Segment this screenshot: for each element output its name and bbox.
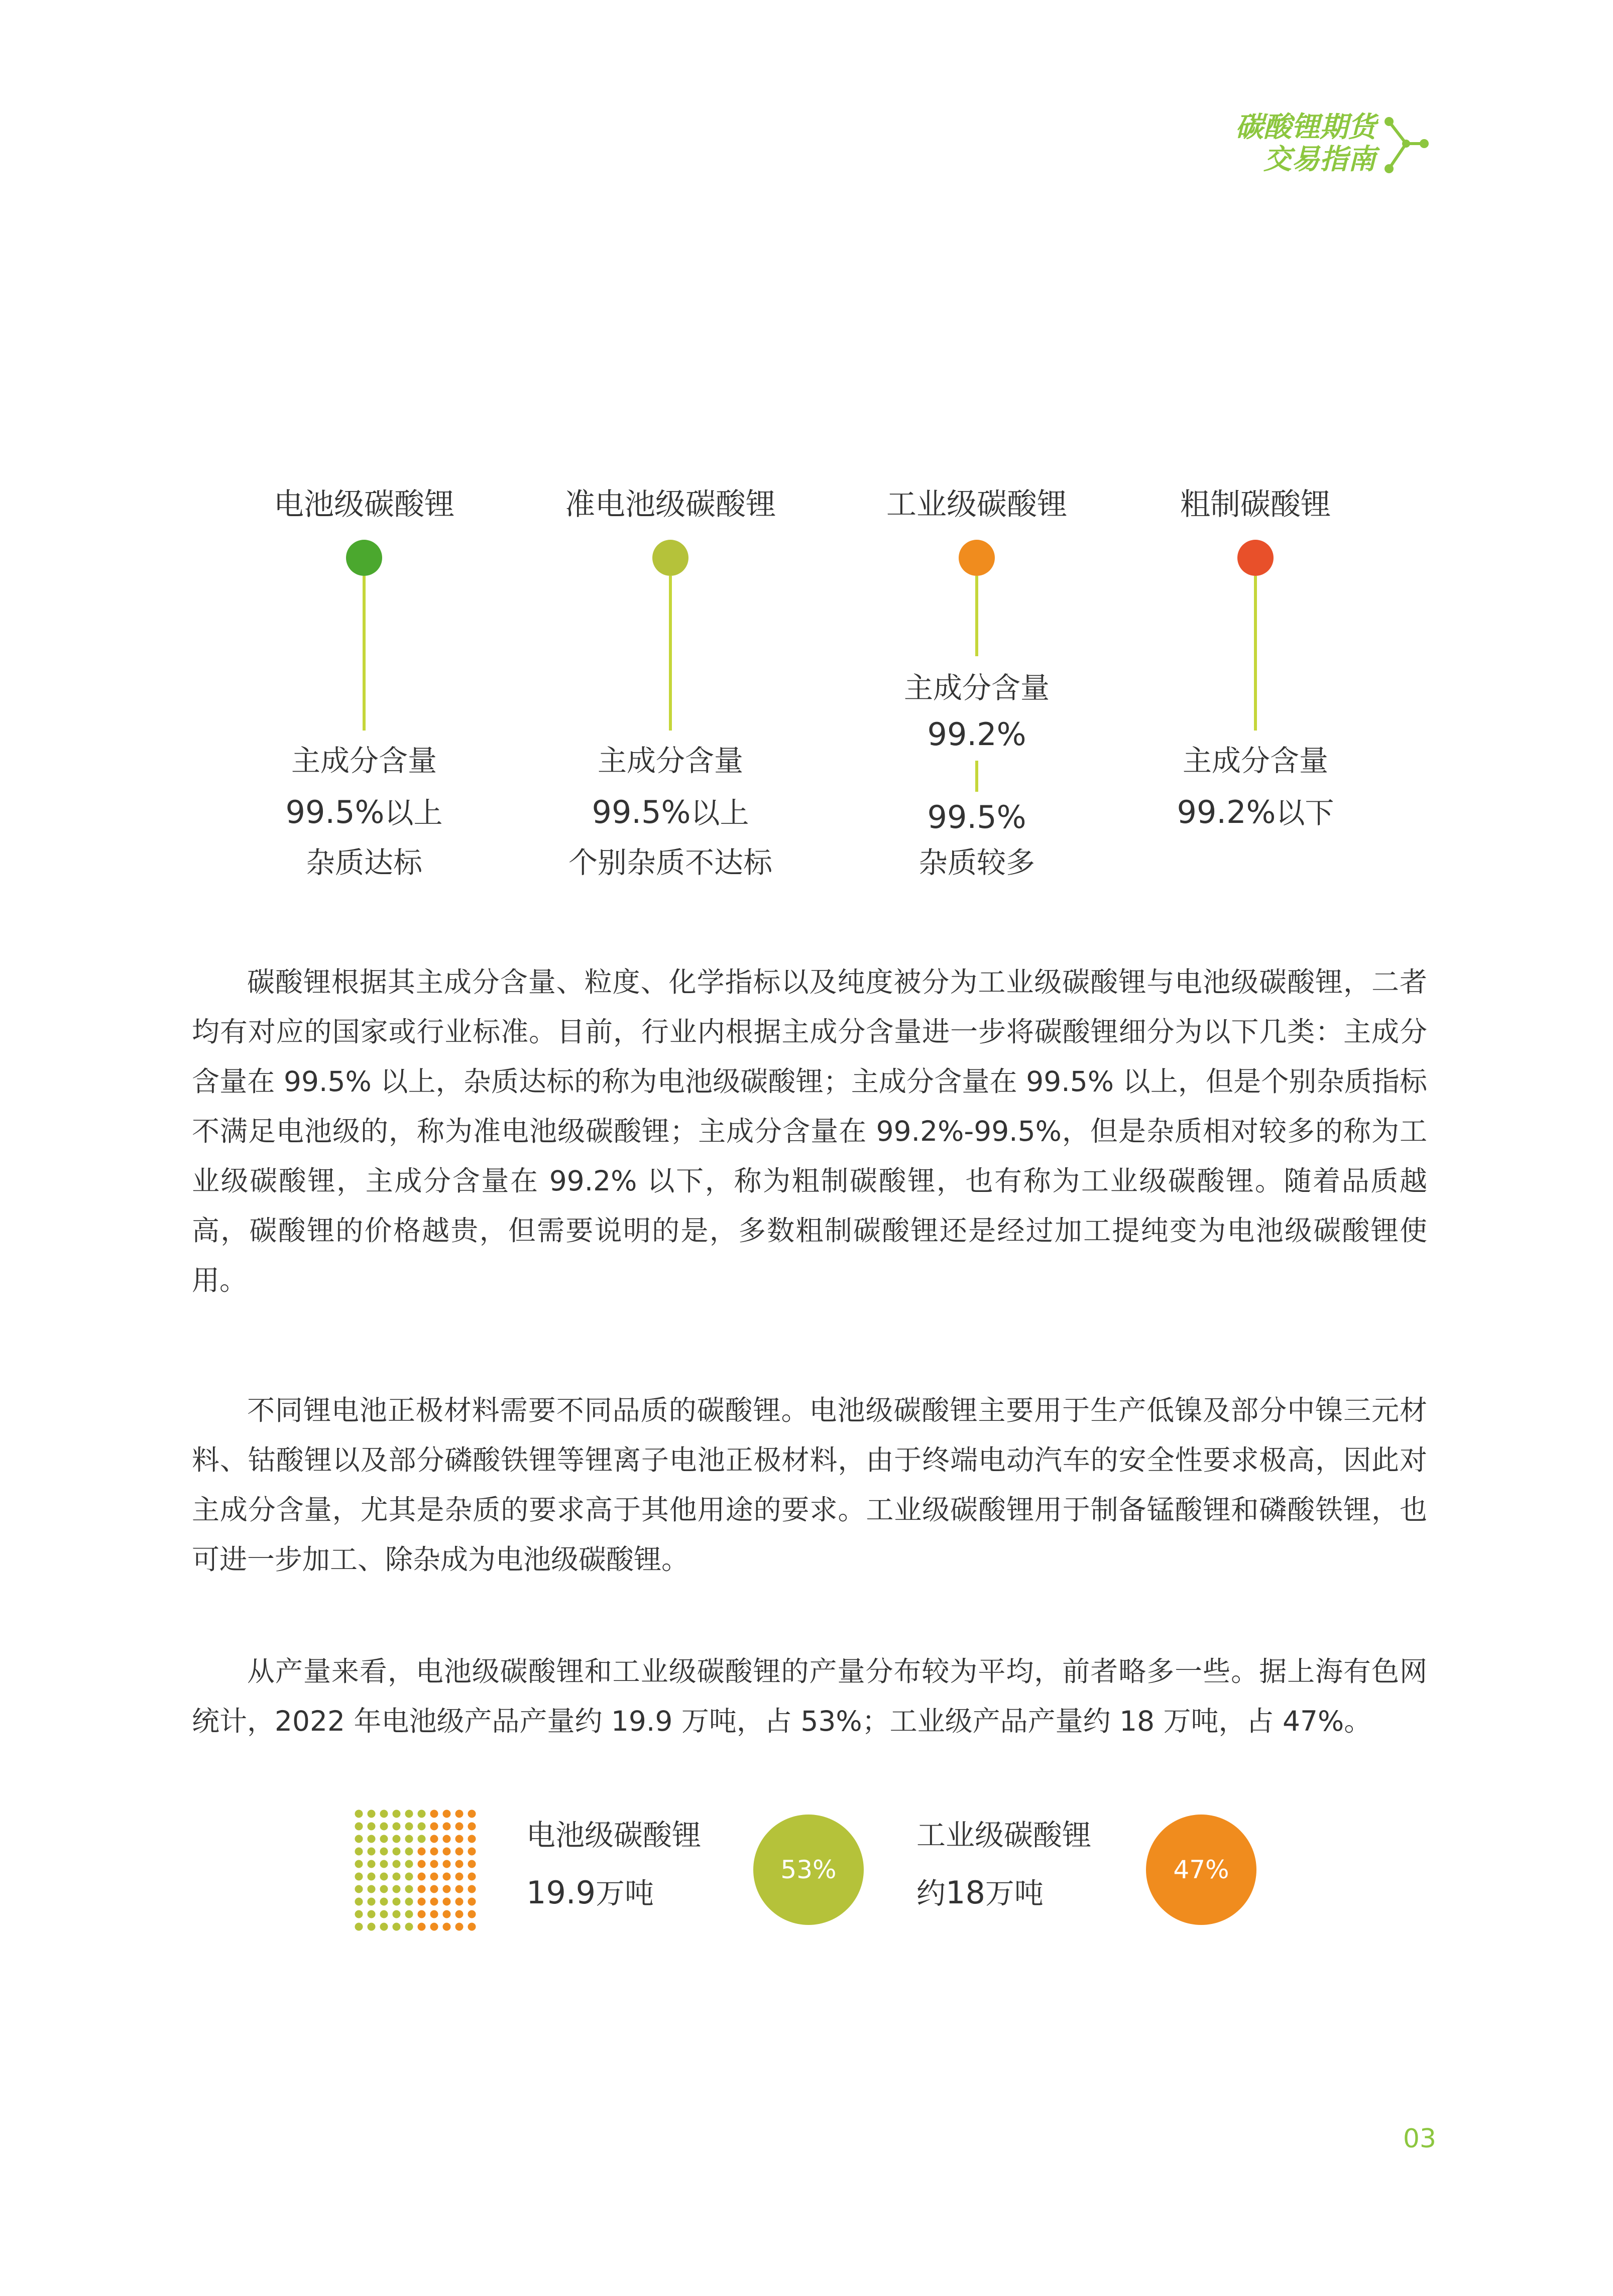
battery-share-dot [380,1860,388,1868]
grade-title: 准电池级碳酸锂 [565,487,776,522]
industrial-stat-unit: 万吨 [985,1876,1044,1910]
battery-share-dot [405,1898,413,1906]
industrial-share-dot [468,1923,476,1931]
grade-range-line [975,761,978,792]
battery-share-dot [393,1873,401,1881]
battery-share-dot [368,1835,376,1843]
grade-value-number: 99.5% [592,794,691,830]
industrial-share-dot [468,1873,476,1881]
industrial-share-dot [443,1898,451,1906]
battery-share-dot [355,1848,363,1856]
battery-share-dot [405,1848,413,1856]
industrial-share-dot [430,1873,438,1881]
battery-share-dot [405,1810,413,1818]
industrial-share-dot [418,1860,426,1868]
grade-content-value [515,795,826,830]
grade-column-quasi-battery [515,477,826,929]
battery-share-dot [405,1860,413,1868]
battery-share-dot [355,1810,363,1818]
body-paragraph-production: 从产量来看，电池级碳酸锂和工业级碳酸锂的产量分布较为平均，前者略多一些。据上海有色网统计，2022 年电池级产品产量约 19.9 万吨，占 53%；工业级产品产量约 18 万吨，占 47%。 [192,1655,1427,1737]
industrial-share-dot [455,1923,464,1931]
battery-share-dot [355,1835,363,1843]
battery-share-dot [368,1848,376,1856]
industrial-share-dot [430,1810,438,1818]
battery-share-dot [393,1885,401,1893]
battery-share-dot [380,1898,388,1906]
grade-dot-quasi-battery [652,540,688,576]
page-number: 03 [1403,2124,1436,2154]
grade-line [669,576,672,731]
industrial-share-dot [455,1873,464,1881]
battery-share-dot [393,1823,401,1831]
industrial-share-dot [418,1885,426,1893]
industrial-share-dot [443,1835,451,1843]
industrial-share-dot [443,1848,451,1856]
battery-share-dot [368,1923,376,1931]
industrial-share-dot [418,1848,426,1856]
grade-title: 粗制碳酸锂 [1180,487,1331,522]
grade-impurity-note: 杂质达标 [305,845,422,880]
battery-share-dot [368,1910,376,1918]
industrial-share-dot [455,1823,464,1831]
industrial-percent-circle: 47% [1146,1815,1256,1925]
industrial-share-dot [455,1810,464,1818]
battery-share-dot [405,1823,413,1831]
industrial-stat-amount: 18 [946,1874,985,1911]
grade-value-number: 99.5% [285,794,385,830]
battery-share-dot [393,1923,401,1931]
body-paragraph-classification: 碳酸锂根据其主成分含量、粒度、化学指标以及纯度被分为工业级碳酸锂与电池级碳酸锂，二者均有对应的国家或行业标准。目前，行业内根据主成分含量进一步将碳酸锂细分为以下几类：主成分含量在 99.5% 以上，杂质达标的称为电池级碳酸锂；主成分含量在 99.5% 以上，但是个别杂质指标不满足电池级的，称为准电池级碳酸锂；主成分含量在 99.2%-99.5%，但是杂质相对较多的称为工业级碳酸锂，主成分含量在 99.2% 以下，称为粗制碳酸锂，也有称为工业级碳酸锂。随着品质越高，碳酸锂的价格越贵，但需要说明的是，多数粗制碳酸锂还是经过加工提纯变为电池级碳酸锂使用。 [192,966,1427,1296]
battery-stat-amount: 19.9 [526,1874,596,1911]
battery-stat-label: 电池级碳酸锂 [526,1818,702,1852]
grade-value-suffix: 以上 [384,796,443,830]
battery-share-dot [355,1898,363,1906]
battery-share-dot [355,1885,363,1893]
battery-share-dot [355,1923,363,1931]
industrial-share-dot [430,1885,438,1893]
grade-content-value-low: 99.2% [927,716,1026,753]
industrial-share-dot [468,1860,476,1868]
battery-share-dot [418,1835,426,1843]
grade-content-label: 主成分含量 [903,671,1050,705]
battery-share-dot [368,1823,376,1831]
battery-share-dot [368,1810,376,1818]
industrial-share-dot [455,1885,464,1893]
battery-share-dot [380,1923,388,1931]
industrial-share-dot [418,1898,426,1906]
battery-share-dot [393,1835,401,1843]
industrial-share-dot [430,1910,438,1918]
battery-share-dot [380,1823,388,1831]
industrial-share-dot [455,1848,464,1856]
industrial-share-dot [443,1860,451,1868]
battery-share-dot [405,1835,413,1843]
grade-content-value [208,795,520,830]
industrial-share-dot [430,1848,438,1856]
industrial-share-dot [430,1823,438,1831]
battery-share-dot [380,1810,388,1818]
battery-share-dot [355,1860,363,1868]
grade-impurity-note: 杂质较多 [918,845,1035,880]
header-title-line1: 碳酸锂期货 [1235,111,1376,144]
grade-dot-industrial [959,540,995,576]
grade-column-industrial [821,477,1132,929]
industrial-share-dot [468,1910,476,1918]
grade-value-suffix: 以上 [690,796,749,830]
industrial-share-dot [443,1910,451,1918]
battery-share-dot [368,1898,376,1906]
battery-stat-unit: 万吨 [596,1876,654,1910]
grade-column-crude [1100,477,1411,929]
grade-line [975,576,978,656]
industrial-share-dot [468,1823,476,1831]
industrial-share-dot [468,1848,476,1856]
battery-share-dot [393,1910,401,1918]
battery-share-dot [355,1823,363,1831]
battery-share-dot [380,1873,388,1881]
battery-share-dot [418,1823,426,1831]
grade-content-value [1100,795,1411,830]
industrial-share-dot [443,1823,451,1831]
industrial-stat-prefix: 约 [916,1876,946,1910]
grade-content-label: 主成分含量 [597,744,743,778]
grade-impurity-note: 个别杂质不达标 [568,845,772,880]
industrial-share-dot [468,1898,476,1906]
battery-share-dot [405,1873,413,1881]
industrial-stat-label: 工业级碳酸锂 [916,1818,1092,1852]
grade-value-suffix: 以下 [1276,796,1334,830]
industrial-share-dot [443,1923,451,1931]
industrial-share-dot [418,1910,426,1918]
grade-content-label: 主成分含量 [291,744,437,778]
industrial-share-dot [468,1835,476,1843]
grade-line [363,576,366,731]
grade-dot-crude [1237,540,1274,576]
battery-share-dot [380,1848,388,1856]
battery-share-dot [393,1848,401,1856]
industrial-share-dot [468,1810,476,1818]
industrial-share-dot [443,1873,451,1881]
battery-percent-circle: 53% [753,1815,864,1925]
battery-share-dot [380,1835,388,1843]
grade-content-label: 主成分含量 [1182,744,1328,778]
grade-title: 电池级碳酸锂 [274,487,454,522]
battery-share-dot [418,1810,426,1818]
industrial-share-dot [430,1860,438,1868]
industrial-share-dot [455,1910,464,1918]
industrial-share-dot [455,1898,464,1906]
industrial-share-dot [443,1810,451,1818]
grade-column-battery [208,477,520,929]
battery-stat-value [526,1875,654,1911]
header-title [1225,111,1376,176]
header-title-line2: 交易指南 [1263,143,1376,176]
battery-share-dot [405,1923,413,1931]
grade-title: 工业级碳酸锂 [886,487,1067,522]
battery-share-dot [355,1910,363,1918]
industrial-share-dot [468,1885,476,1893]
industrial-share-dot [430,1923,438,1931]
industrial-share-dot [418,1923,426,1931]
battery-share-dot [393,1898,401,1906]
grade-dot-battery [346,540,382,576]
battery-share-dot [393,1860,401,1868]
battery-share-dot [380,1910,388,1918]
industrial-share-dot [443,1885,451,1893]
battery-share-dot [368,1860,376,1868]
industrial-share-dot [418,1873,426,1881]
industrial-stat-value [916,1875,1044,1911]
grade-value-number: 99.2% [1177,794,1276,830]
molecule-logo-icon [1382,114,1430,179]
industrial-share-dot [455,1860,464,1868]
battery-share-dot [393,1810,401,1818]
battery-share-dot [405,1885,413,1893]
battery-share-dot [368,1873,376,1881]
body-paragraph-usage: 不同锂电池正极材料需要不同品质的碳酸锂。电池级碳酸锂主要用于生产低镍及部分中镍三元材料、钴酸锂以及部分磷酸铁锂等锂离子电池正极材料，由于终端电动汽车的安全性要求极高，因此对主成分含量，尤其是杂质的要求高于其他用途的要求。工业级碳酸锂用于制备锰酸锂和磷酸铁锂，也可进一步加工、除杂成为电池级碳酸锂。 [192,1394,1427,1576]
battery-share-dot [368,1885,376,1893]
industrial-share-dot [430,1835,438,1843]
industrial-share-dot [455,1835,464,1843]
battery-share-dot [405,1910,413,1918]
production-share-dot-grid [353,1807,478,1933]
industrial-share-dot [430,1898,438,1906]
battery-share-dot [380,1885,388,1893]
grade-content-value-high: 99.5% [927,799,1026,835]
battery-share-dot [355,1873,363,1881]
grade-line [1254,576,1257,731]
